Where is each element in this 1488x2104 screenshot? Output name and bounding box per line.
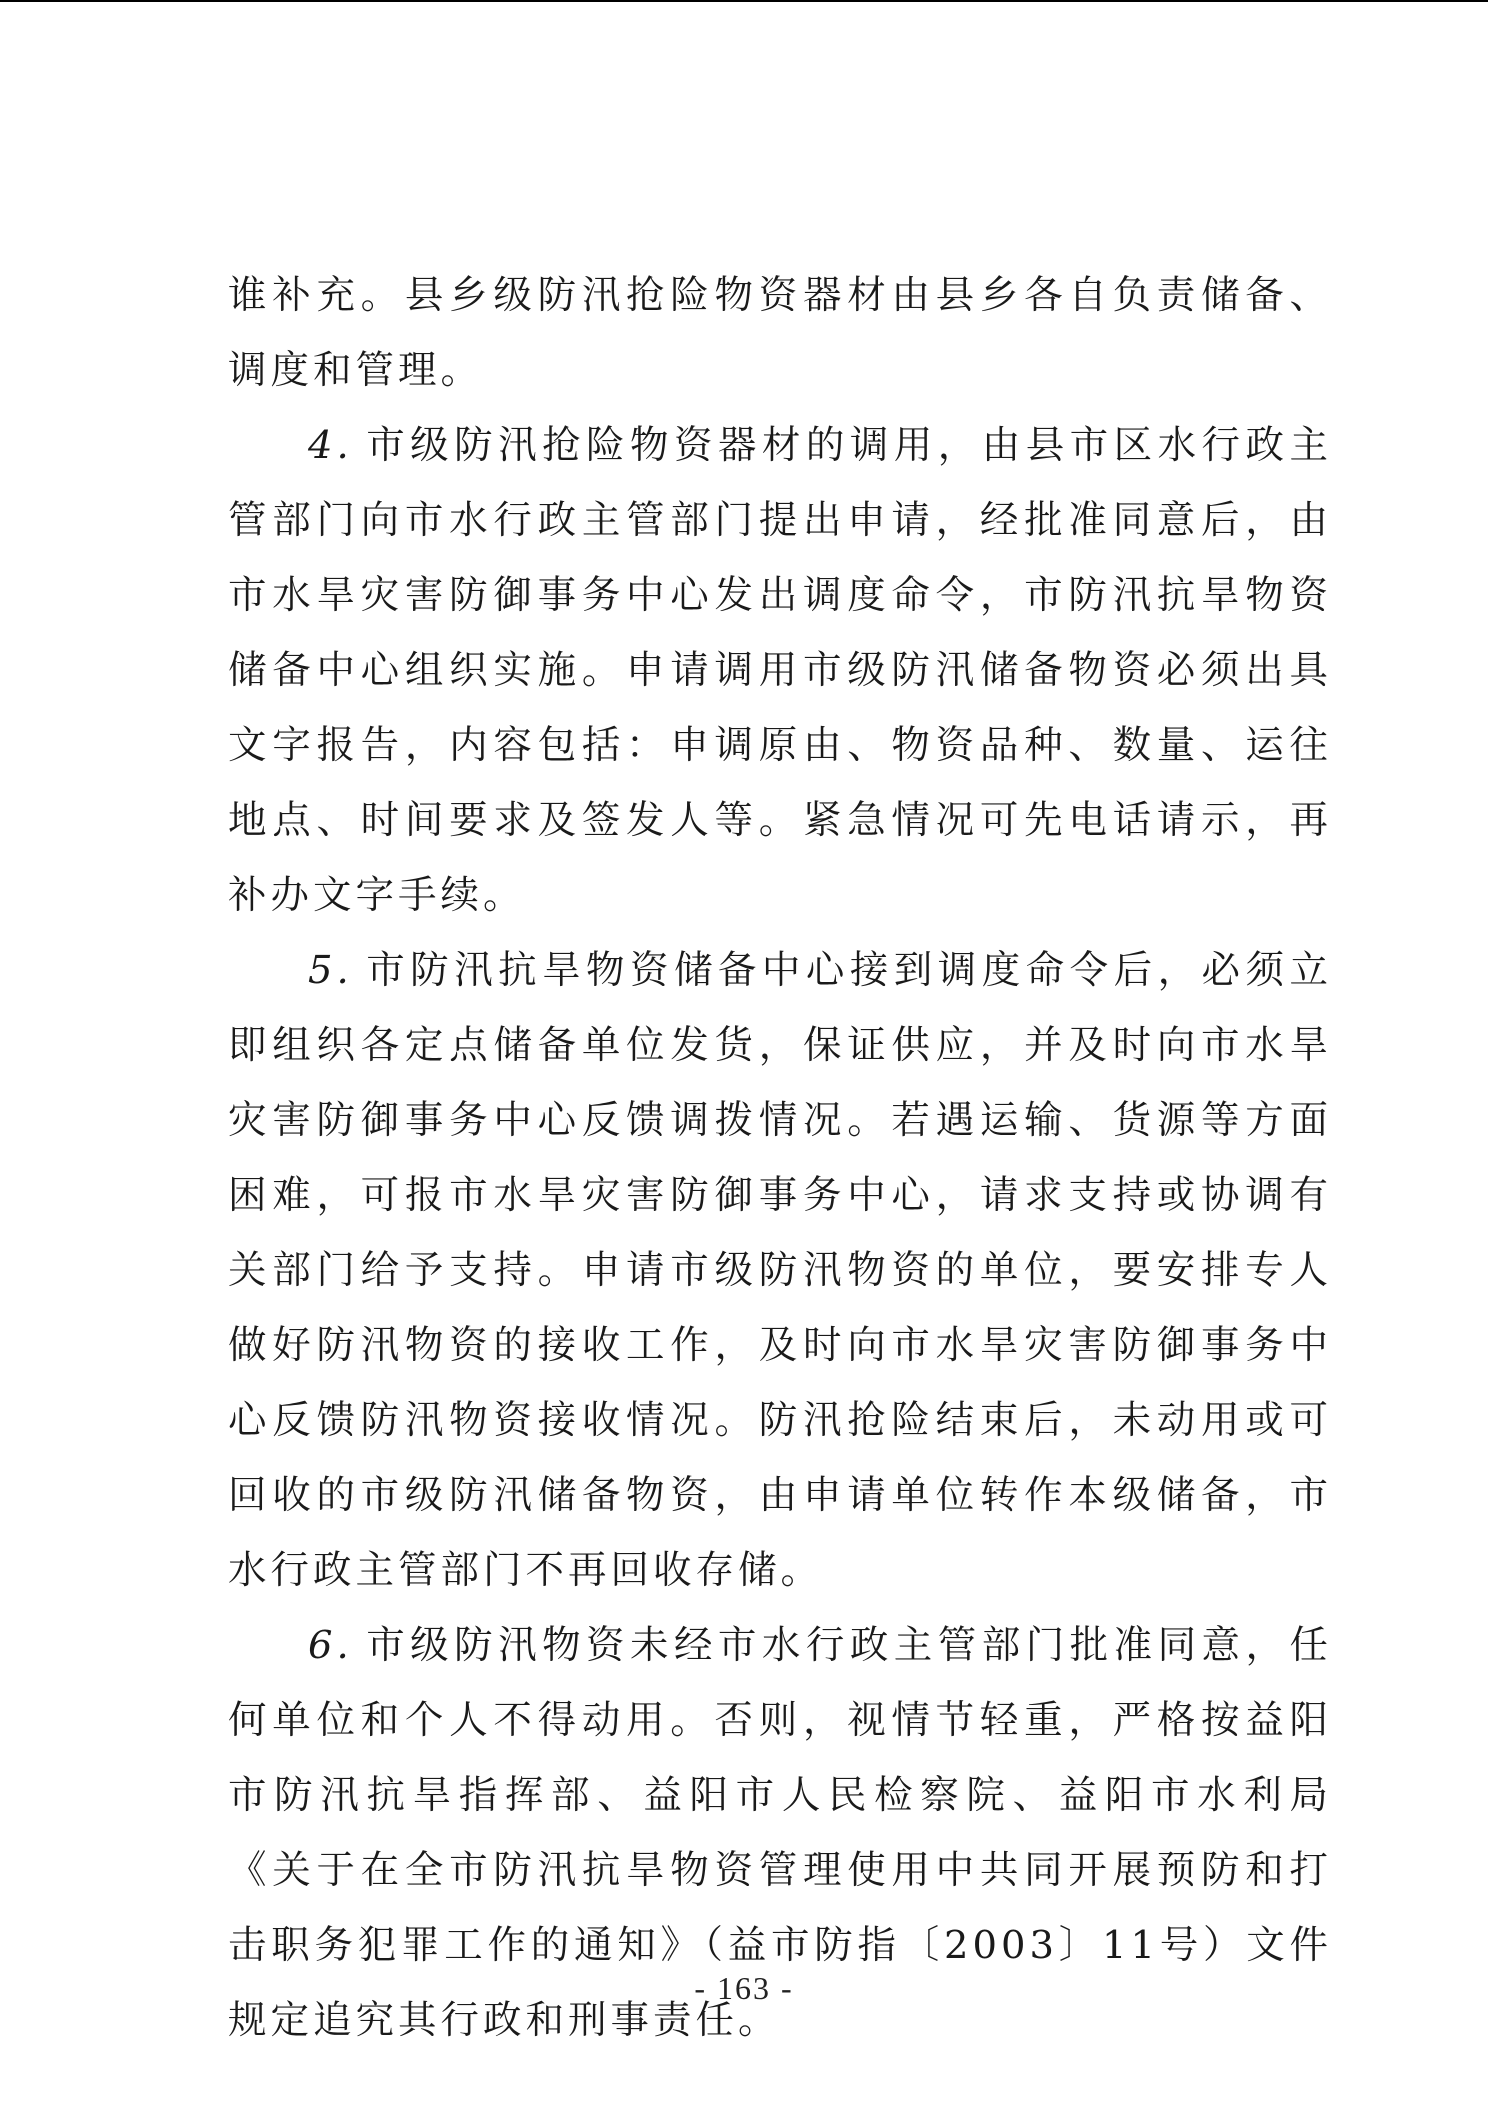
paragraph-text: 市级防汛抢险物资器材的调用，由县市区水行政主管部门向市水行政主管部门提出申请，经批准同意后，由市水旱灾害防御事务中心发出调度命令，市防汛抗旱物资储备中心组织实施。申请调用市级防汛储备物资必须出具文字报告，内容包括：申调原由、物资品种、数量、运往地点、时间要求及签发人等。紧急情况可先电话请示，再补办文字手续。 <box>228 423 1332 918</box>
item-number: 4. <box>308 423 353 468</box>
paragraph-item-4 <box>228 408 1332 933</box>
paragraph-item-5 <box>228 933 1332 1608</box>
paragraph-text: 市防汛抗旱物资储备中心接到调度命令后，必须立即组织各定点储备单位发货，保证供应，并及时向市水旱灾害防御事务中心反馈调拨情况。若遇运输、货源等方面困难，可报市水旱灾害防御事务中心，请求支持或协调有关部门给予支持。申请市级防汛物资的单位，要安排专人做好防汛物资的接收工作，及时向市水旱灾害防御事务中心反馈防汛物资接收情况。防汛抢险结束后，未动用或可回收的市级防汛储备物资，由申请单位转作本级储备，市水行政主管部门不再回收存储。 <box>228 948 1332 1593</box>
paragraph-text: 市级防汛物资未经市水行政主管部门批准同意，任何单位和个人不得动用。否则，视情节轻重，严格按益阳市防汛抗旱指挥部、益阳市人民检察院、益阳市水利局《关于在全市防汛抗旱物资管理使用中共同开展预防和打击职务犯罪工作的通知》（益市防指〔2003〕11号）文件规定追究其行政和刑事责任。 <box>228 1623 1332 2043</box>
item-number: 6. <box>308 1623 353 1668</box>
paragraph-text: 谁补充。县乡级防汛抢险物资器材由县乡各自负责储备、调度和管理。 <box>228 273 1332 393</box>
item-number: 5. <box>308 948 353 993</box>
top-border-rule <box>0 0 1488 2</box>
paragraph-continuation <box>228 258 1332 408</box>
page-number: - 163 - <box>694 1970 794 2006</box>
document-body <box>228 258 1332 2058</box>
